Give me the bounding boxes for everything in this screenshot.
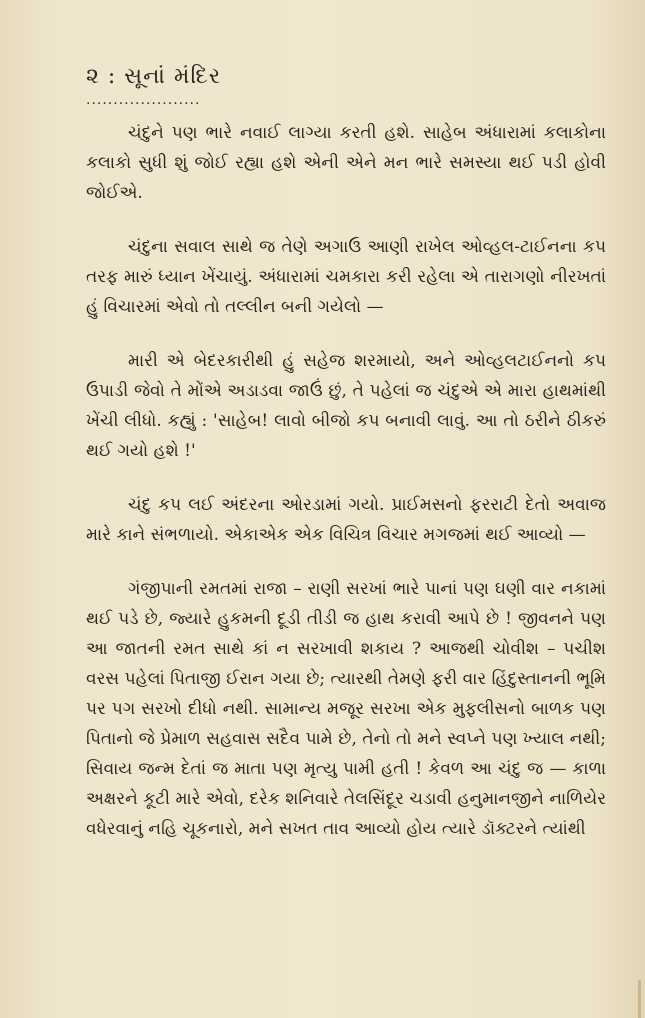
paragraph-4: ચંદુ કપ લઈ અંદરના ઓરડામાં ગયો. પ્રાઈમસનો ફરરાટી દેતો અવાજ મારે કાને સંભળાયો. એકાએક એક વિચિત્ર વિચાર મગજમાં થઈ આવ્યો — — [86, 495, 606, 545]
body-text — [86, 118, 606, 844]
page-header — [86, 64, 222, 108]
paragraph-5: ગંજીપાની રમતમાં રાજા – રાણી સરખાં ભારે પાનાં પણ ઘણી વાર નકામાં થઈ પડે છે, જ્યારે હુકમની દૂડી તીડી જ હાથ કરાવી આપે છે ! જીવનને પણ આ જાતની રમત સાથે કાં ન સરખાવી શકાય ? આજથી ચોવીશ – પચીશ વરસ પહેલાં પિતાજી ઈરાન ગયા છે; ત્યારથી તેમણે ફરી વાર હિંદુસ્તાનની ભૂમિ પર પગ સરખો દીધો નથી. સામાન્ય મજૂર સરખા એક મુફલીસનો બાળક પણ પિતાનો જે પ્રેમાળ સહવાસ સદૈવ પામે છે, તેનો તો મને સ્વપ્ને પણ ખ્યાલ નથી; સિવાય જન્મ દેતાં જ માતા પણ મૃત્યુ પામી હતી ! કેવળ આ ચંદુ જ — કાળા અક્ષરને કૂટી મારે એવો, દરેક શનિવારે તેલસિંદૂર ચડાવી હનુમાનજીને નાળિયેર વધેરવાનું નહિ ચૂકનારો, મને સખત તાવ આવ્યો હોય ત્યારે ડૉક્ટરને ત્યાંથી — [86, 579, 606, 839]
paragraph-2: ચંદુના સવાલ સાથે જ તેણે અગાઉ આણી રાખેલ ઓવ્હલ-ટાઈનના કપ તરફ મારું ધ્યાન ખેંચાયું. અંધારામાં ચમકારા કરી રહેલા એ તારાગણો નીરખતાં હું વિચારમાં એવો તો તલ્લીન બની ગયેલો — — [86, 237, 606, 317]
page-edge-mark — [638, 980, 641, 1018]
paragraph-3: મારી એ બેદરકારીથી હું સહેજ શરમાયો, અને ઓવ્હલટાઈનનો કપ ઉપાડી જેવો તે મોંએ અડાડવા જાઉં છું, તે પહેલાં જ ચંદુએ એ મારા હાથમાંથી ખેંચી લીધો. કહ્યું : 'સાહેબ! લાવો બીજો કપ બનાવી લાવું. આ તો ઠરીને ઠીકરું થઈ ગયો હશે !' — [86, 351, 606, 461]
paragraph-1: ચંદુને પણ ભારે નવાઈ લાગ્યા કરતી હશે. સાહેબ અંધારામાં કલાકોના કલાકો સુધી શું જોઈ રહ્યા હશે એની એને મન ભારે સમસ્યા થઈ પડી હોવી જોઈએ. — [86, 123, 606, 203]
running-head: ૨ : સૂનાં મંદિર — [86, 64, 222, 89]
header-separator: ..................... — [86, 92, 201, 108]
